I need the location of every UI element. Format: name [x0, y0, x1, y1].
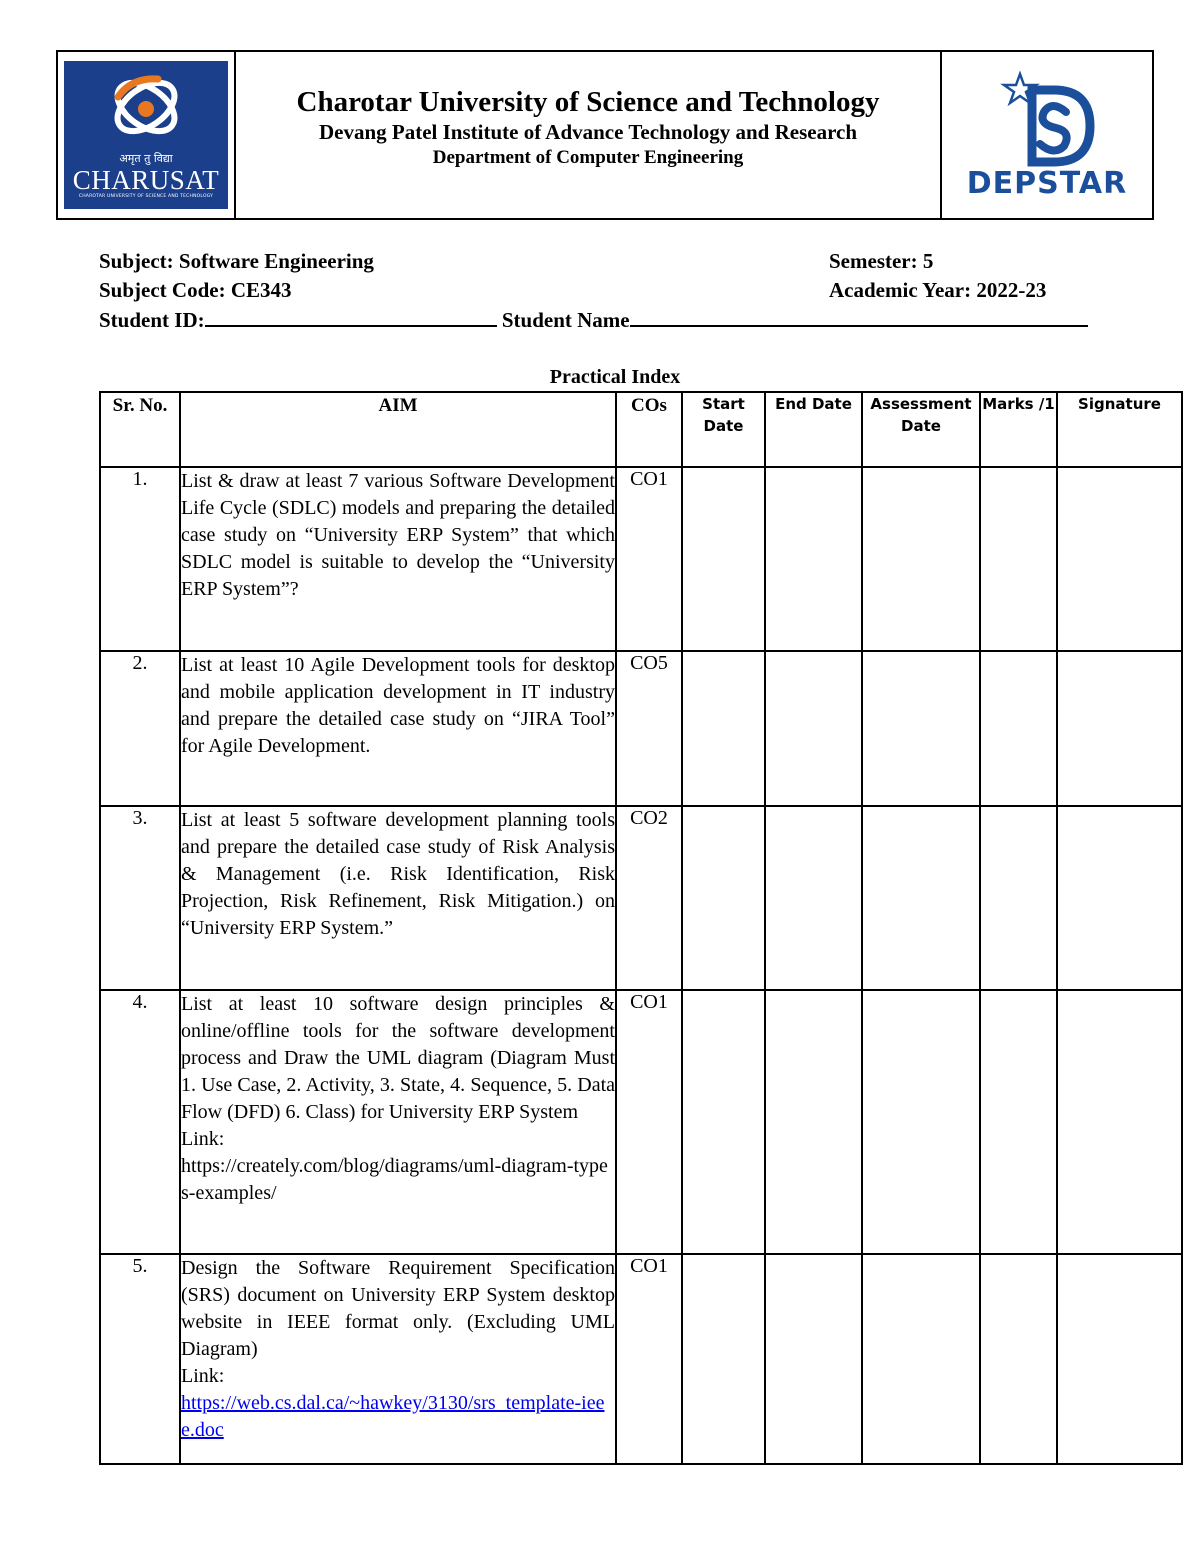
row-co: CO1: [616, 1254, 682, 1464]
depstar-logo-cell: [940, 52, 1152, 218]
student-name-label: Student Name: [501, 308, 630, 332]
header-assessment-date: Assessment Date: [862, 392, 980, 467]
aim-text: List at least 5 software development planning tools and prepare the detailed case study of Risk Analysis & Management (i.e. Risk Identification, Risk Projection, Risk Refinement, Risk Mitigation.) on “University ERP System.”: [181, 809, 615, 939]
row-marks[interactable]: [980, 1254, 1057, 1464]
table-row: [100, 1254, 1182, 1464]
hindi-motto: अमृत तु विद्या: [119, 152, 173, 165]
subject-code-line: Subject Code: CE343: [99, 278, 292, 302]
row-co: CO2: [616, 806, 682, 990]
row-co: CO1: [616, 467, 682, 651]
row-sr-no: 1.: [100, 467, 180, 651]
table-row: [100, 651, 1182, 806]
practical-index-table: [99, 391, 1183, 1465]
row-assessment-date[interactable]: [862, 990, 980, 1254]
row-start-date[interactable]: [682, 1254, 765, 1464]
header-end-date: End Date: [765, 392, 862, 467]
depstar-wordmark: DEPSTAR: [966, 165, 1128, 201]
header-aim: AIM: [180, 392, 616, 467]
university-name: Charotar University of Science and Technology: [296, 86, 880, 118]
charusat-wordmark: CHARUSAT: [72, 165, 220, 195]
header-sr-no: Sr. No.: [100, 392, 180, 467]
row-marks[interactable]: [980, 806, 1057, 990]
institute-name: Devang Patel Institute of Advance Technology and Research: [318, 120, 858, 144]
row-end-date[interactable]: [765, 467, 862, 651]
row-co: CO1: [616, 990, 682, 1254]
row-signature[interactable]: [1057, 806, 1182, 990]
charusat-emblem-icon: [104, 67, 188, 151]
charusat-logo-cell: [58, 52, 236, 218]
row-signature[interactable]: [1057, 467, 1182, 651]
row-end-date[interactable]: [765, 1254, 862, 1464]
row-start-date[interactable]: [682, 651, 765, 806]
aim-text: List & draw at least 7 various Software Development Life Cycle (SDLC) models and preparing the detailed case study on “University ERP System” that which SDLC model is suitable to develop the “University ERP System”?: [181, 470, 615, 600]
row-aim: [180, 467, 616, 651]
semester-line: Semester: 5: [829, 249, 934, 273]
row-assessment-date[interactable]: [862, 1254, 980, 1464]
row-co: CO5: [616, 651, 682, 806]
charusat-subtext: CHAROTAR UNIVERSITY OF SCIENCE AND TECHNOLOGY: [78, 194, 214, 199]
table-row: [100, 990, 1182, 1254]
link-label: Link:: [181, 1365, 225, 1387]
student-name-field[interactable]: [630, 305, 1088, 327]
row-marks[interactable]: [980, 467, 1057, 651]
header-signature: Signature: [1057, 392, 1182, 467]
row-assessment-date[interactable]: [862, 651, 980, 806]
subject-line: Subject: Software Engineering: [99, 249, 374, 273]
row-aim: [180, 1254, 616, 1464]
aim-text: List at least 10 software design principles & online/offline tools for the software development process and Draw the UML diagram (Diagram Must 1. Use Case, 2. Activity, 3. State, 4. Sequence, 5. Data Flow (DFD) 6. Class) for University ERP System: [181, 993, 615, 1123]
row-marks[interactable]: [980, 651, 1057, 806]
row-sr-no: 3.: [100, 806, 180, 990]
row-sr-no: 5.: [100, 1254, 180, 1464]
table-header-row: [100, 392, 1182, 467]
row-start-date[interactable]: [682, 990, 765, 1254]
student-line: [99, 305, 1088, 334]
row-start-date[interactable]: [682, 806, 765, 990]
link-label: Link:: [181, 1128, 225, 1150]
table-row: [100, 806, 1182, 990]
header-marks: Marks /1: [980, 392, 1057, 467]
row-end-date[interactable]: [765, 990, 862, 1254]
depstar-emblem-icon: [992, 70, 1102, 170]
row-marks[interactable]: [980, 990, 1057, 1254]
practical-index-title: Practical Index: [549, 366, 681, 388]
student-id-field[interactable]: [205, 305, 497, 327]
department-name: Department of Computer Engineering: [432, 147, 744, 168]
header-start-date: Start Date: [682, 392, 765, 467]
row-aim: [180, 806, 616, 990]
row-end-date[interactable]: [765, 651, 862, 806]
header-titles: [236, 52, 940, 218]
row-signature[interactable]: [1057, 1254, 1182, 1464]
row-start-date[interactable]: [682, 467, 765, 651]
header-cos: COs: [616, 392, 682, 467]
aim-text: List at least 10 Agile Development tools for desktop and mobile application development in IT industry and prepare the detailed case study on “JIRA Tool” for Agile Development.: [181, 654, 615, 757]
row-signature[interactable]: [1057, 990, 1182, 1254]
row-signature[interactable]: [1057, 651, 1182, 806]
aim-text: Design the Software Requirement Specification (SRS) document on University ERP System desktop website in IEEE format only. (Excluding UML Diagram): [181, 1257, 615, 1360]
row-sr-no: 2.: [100, 651, 180, 806]
row-assessment-date[interactable]: [862, 806, 980, 990]
row-aim: [180, 990, 616, 1254]
student-id-label: Student ID:: [99, 308, 205, 332]
document-header: [56, 50, 1154, 220]
row-assessment-date[interactable]: [862, 467, 980, 651]
srs-template-link[interactable]: https://web.cs.dal.ca/~hawkey/3130/srs_template-ieee.doc: [181, 1392, 605, 1441]
charusat-logo: [64, 61, 228, 209]
table-row: [100, 467, 1182, 651]
academic-year-line: Academic Year: 2022-23: [829, 278, 1047, 302]
row-sr-no: 4.: [100, 990, 180, 1254]
row-end-date[interactable]: [765, 806, 862, 990]
row-aim: [180, 651, 616, 806]
reference-link-text: https://creately.com/blog/diagrams/uml-diagram-types-examples/: [181, 1155, 608, 1204]
